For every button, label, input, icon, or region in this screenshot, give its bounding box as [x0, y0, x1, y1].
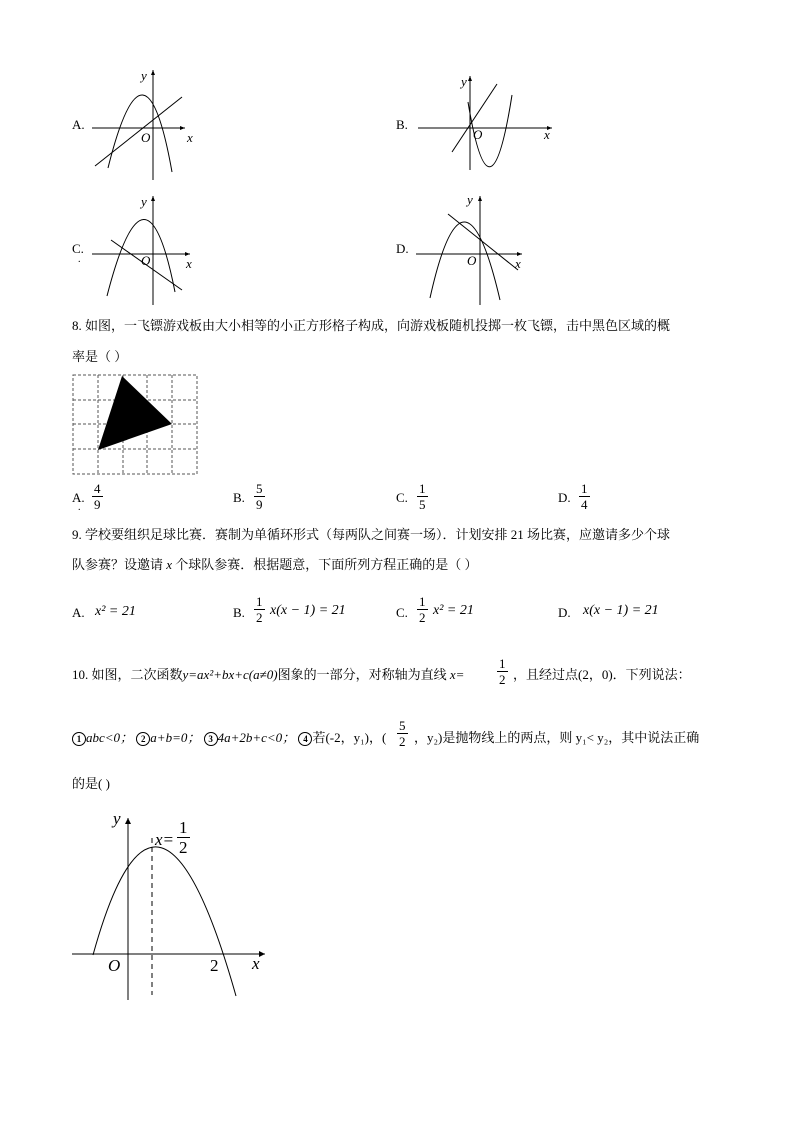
q7-c-origin-label: O [141, 253, 151, 268]
q10-axis-fraction: $\frac{1}{2}$ [499, 656, 506, 687]
q10-graph-axis-label: x= [155, 830, 175, 849]
q9-option-a-label: A. [72, 605, 85, 620]
q7-b-y-label: y [461, 74, 467, 89]
q7-option-b-label: B. [396, 117, 408, 132]
q10-graph-origin-label: O [108, 956, 121, 975]
q8-option-a-fraction: $\frac{4}{9}$ [94, 481, 101, 512]
q9-option-b-label: B. [233, 605, 245, 620]
q7-d-x-label: x [515, 256, 521, 271]
q7-option-c-label: C. [72, 241, 84, 256]
q10-question-line3: 的是( ) [72, 776, 110, 791]
q9-option-c-label: C. [396, 605, 408, 620]
q10-statement4-end: ，y₂)是抛物线上的两点，则 y₁< y₂，其中说法正确 [414, 730, 700, 745]
q10-graph-root-label: 2 [210, 956, 219, 975]
q10-question-line1: 10. 如图，二次函数y=ax²+bx+c(a≠0)图象的一部分，对称轴为直线 x= [72, 667, 465, 682]
q9-question-line1: 9. 学校要组织足球比赛．赛制为单循环形式（每两队之间赛一场）．计划安排 21 场比赛，应邀请多少个球 [72, 527, 671, 542]
q9-option-b-fraction: $\frac{1}{2}$ [256, 594, 263, 625]
q9-question-line2: 队参赛？设邀请 x 个球队参赛．根据题意，下面所列方程正确的是（ ） [72, 557, 478, 572]
q8-question-line1: 8. 如图，一飞镖游戏板由大小相等的小正方形格子构成，向游戏板随机投掷一枚飞镖，击中黑色区域的概 [72, 318, 671, 333]
q9-option-b-equation: x(x − 1) = 21 [270, 603, 346, 618]
q7-a-y-label: y [141, 68, 147, 83]
q10-graph-axis-fraction: $\frac{1}{2}$ [179, 818, 188, 857]
q9-option-d-label: D. [558, 605, 571, 620]
q7-option-a-label: A. [72, 117, 85, 132]
q8-option-a-dot: . [78, 502, 81, 513]
q7-a-origin-label: O [141, 130, 151, 145]
q7-option-d-label: D. [396, 241, 409, 256]
q10-graph-x-label: x [252, 954, 260, 973]
q9-option-c-equation: x² = 21 [433, 603, 474, 618]
q10-statement4-fraction: $\frac{5}{2}$ [399, 718, 406, 749]
q10-graph-y-label: y [113, 809, 121, 828]
q8-option-c-label: C. [396, 490, 408, 505]
q8-option-a-label: A. [72, 490, 85, 505]
q8-option-b-fraction: $\frac{5}{9}$ [256, 481, 263, 512]
q8-option-b-label: B. [233, 490, 245, 505]
q8-question-line2: 率是（ ） [72, 349, 128, 364]
q7-d-origin-label: O [467, 253, 477, 268]
q7-c-y-label: y [141, 194, 147, 209]
q10-statements: 1 abc<0； 2 a+b=0； 3 4a+2b+c<0； 4 若(-2，y₁)，( [72, 730, 386, 746]
q7-a-x-label: x [187, 130, 193, 145]
q7-b-x-label: x [544, 127, 550, 142]
q7-b-origin-label: O [473, 127, 483, 142]
q8-option-d-label: D. [558, 490, 571, 505]
q10-question-line1-end: ，且经过点(2，0)．下列说法： [513, 667, 691, 682]
q7-d-y-label: y [467, 192, 473, 207]
q9-option-d-equation: x(x − 1) = 21 [583, 603, 659, 618]
q9-option-c-fraction: $\frac{1}{2}$ [419, 594, 426, 625]
q7-c-x-label: x [186, 256, 192, 271]
q8-option-c-fraction: $\frac{1}{5}$ [419, 481, 426, 512]
q7-c-dot: . [78, 254, 81, 265]
q8-option-d-fraction: $\frac{1}{4}$ [581, 481, 588, 512]
q9-option-a-equation: x² = 21 [95, 604, 136, 619]
